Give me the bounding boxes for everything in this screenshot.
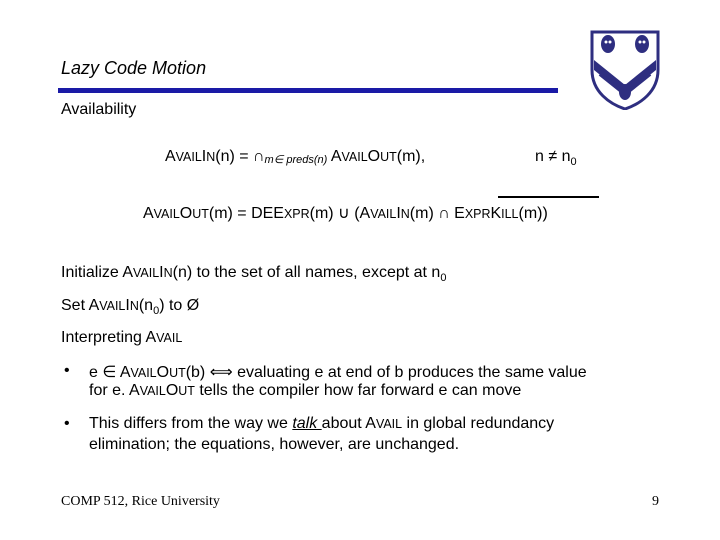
bullet-1-line-2 bbox=[89, 382, 521, 400]
eq2-part: O bbox=[179, 205, 193, 222]
init-part: (n) to the set of all names, except at n bbox=[172, 264, 441, 281]
set-line bbox=[61, 297, 199, 315]
eq2-part: VAIL bbox=[153, 207, 180, 221]
bullet1-part: tells the compiler how far forward e can move bbox=[194, 382, 522, 399]
init-subscript: 0 bbox=[440, 272, 447, 284]
equation-availin bbox=[165, 148, 425, 166]
bullet1-part: O bbox=[165, 382, 179, 399]
eq1-part: N bbox=[206, 150, 216, 164]
eq2-part: XPR bbox=[283, 207, 310, 221]
bullet1-part: O bbox=[156, 364, 170, 381]
emphasis-talk: talk bbox=[292, 415, 322, 432]
bullet2-part: VAIL bbox=[375, 417, 403, 431]
eq1-part: VAIL bbox=[341, 150, 368, 164]
eq1-part: (m), bbox=[396, 148, 426, 165]
condition-subscript: 0 bbox=[570, 156, 577, 168]
eq2-part: XPR bbox=[464, 207, 491, 221]
eq2-part: (m)) bbox=[518, 205, 548, 222]
eq2-part: A bbox=[143, 205, 154, 222]
eq1-part: A bbox=[327, 148, 342, 165]
bullet-2-line-2: elimination; the equations, however, are unchanged. bbox=[89, 436, 460, 453]
interp-part: Interpreting A bbox=[61, 329, 157, 346]
bullet1-part: e ∈ A bbox=[89, 364, 131, 381]
bullet1-part: VAIL bbox=[130, 366, 157, 380]
bullet-2-line-1 bbox=[89, 415, 554, 433]
set-subscript: 0 bbox=[153, 305, 160, 317]
title-rule bbox=[58, 88, 558, 93]
eq2-part: (m) = DEE bbox=[208, 205, 284, 222]
eq1-part: VAIL bbox=[175, 150, 202, 164]
eq2-part: VAIL bbox=[370, 207, 397, 221]
eq1-part: UT bbox=[380, 150, 397, 164]
set-part: ) to Ø bbox=[159, 297, 200, 314]
bullet2-part: in global redundancy bbox=[402, 415, 555, 432]
bullet1-part: VAIL bbox=[139, 384, 166, 398]
eq1-part: O bbox=[367, 148, 381, 165]
set-part: (n bbox=[138, 297, 154, 314]
set-part: N bbox=[129, 299, 139, 313]
equation-condition bbox=[535, 148, 577, 166]
footer-text: COMP 512, Rice University bbox=[61, 494, 220, 509]
equation-availout bbox=[143, 203, 548, 223]
bullet1-part: UT bbox=[169, 366, 186, 380]
init-part: I bbox=[159, 264, 164, 281]
set-part: Set A bbox=[61, 297, 100, 314]
bullet-marker: • bbox=[64, 362, 70, 379]
init-part: Initialize A bbox=[61, 264, 134, 281]
eq2-part: I bbox=[396, 205, 401, 222]
rice-university-shield-icon bbox=[590, 30, 660, 110]
bullet1-part: for e. A bbox=[89, 382, 140, 399]
set-part: VAIL bbox=[99, 299, 126, 313]
bullet1-part: UT bbox=[178, 384, 195, 398]
init-part: VAIL bbox=[133, 266, 160, 280]
eq2-part: N bbox=[400, 207, 410, 221]
condition-text: n ≠ n bbox=[535, 148, 571, 165]
eq2-part: K bbox=[490, 205, 502, 222]
intersection-symbol: ∩ bbox=[253, 148, 265, 165]
bullet-marker: • bbox=[64, 415, 70, 432]
initialize-line bbox=[61, 264, 446, 282]
eq1-part: I bbox=[201, 148, 207, 165]
bullet1-part: (b) ⟺ evaluating e at end of b produces the same value bbox=[185, 364, 587, 381]
interpreting-line bbox=[61, 329, 182, 347]
bullet2-part: about A bbox=[321, 415, 376, 432]
eq1-part: (n) = bbox=[215, 148, 254, 165]
eq2-part: (m) ∩ E bbox=[409, 205, 465, 222]
init-part: N bbox=[163, 266, 173, 280]
eq2-part: (m) ∪ (A bbox=[309, 205, 371, 222]
eq1-part: A bbox=[165, 148, 176, 165]
interp-part: VAIL bbox=[156, 331, 183, 345]
page-number: 9 bbox=[652, 494, 659, 509]
section-heading: Availability bbox=[61, 101, 137, 118]
slide-title: Lazy Code Motion bbox=[61, 58, 207, 78]
bullet-1-line-1 bbox=[89, 362, 587, 382]
bullet2-part: This differs from the way we bbox=[89, 415, 293, 432]
eq1-subscript: m∈ preds(n) bbox=[264, 154, 328, 166]
set-part: I bbox=[125, 297, 130, 314]
exprkill-overbar bbox=[498, 196, 599, 198]
eq2-part: UT bbox=[192, 207, 209, 221]
eq2-part: ILL bbox=[501, 207, 519, 221]
